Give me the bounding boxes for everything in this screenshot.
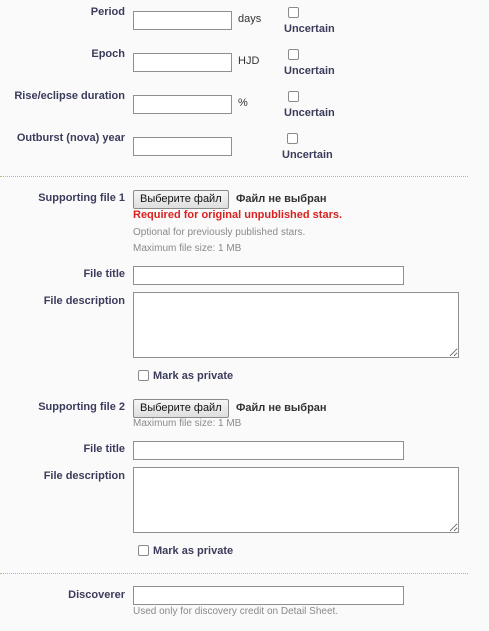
file-2-title-label: File title: [83, 443, 125, 455]
choose-file-1-button[interactable]: Выберите файл: [133, 190, 229, 209]
file-1-status: Файл не выбран: [236, 193, 327, 205]
file-2-title-input[interactable]: [133, 441, 404, 460]
file-2-private-checkbox[interactable]: [138, 545, 149, 556]
period-label: Period: [90, 6, 125, 18]
choose-file-2-button[interactable]: Выберите файл: [133, 399, 229, 418]
file-1-max-size: Maximum file size: 1 MB: [133, 243, 242, 254]
period-input[interactable]: [133, 11, 232, 30]
file-1-optional-note: Optional for previously published stars.: [133, 227, 306, 238]
discoverer-hint: Used only for discovery credit on Detail Sheet.: [133, 606, 339, 617]
file-2-status: Файл не выбран: [236, 402, 327, 414]
period-uncertain-checkbox[interactable]: [288, 7, 299, 18]
section-divider: [0, 176, 468, 177]
outburst-label: Outburst (nova) year: [16, 132, 125, 144]
epoch-label: Epoch: [91, 48, 125, 60]
duration-label: Rise/eclipse duration: [14, 90, 125, 102]
file-1-private-label: Mark as private: [153, 370, 234, 382]
epoch-unit: HJD: [238, 55, 260, 67]
file-1-title-label: File title: [83, 268, 125, 280]
discoverer-label: Discoverer: [68, 589, 125, 601]
file-2-private-label: Mark as private: [153, 545, 234, 557]
file-1-description-textarea[interactable]: [133, 292, 459, 358]
period-uncertain-label: Uncertain: [284, 23, 335, 35]
duration-input[interactable]: [133, 95, 232, 114]
outburst-uncertain-checkbox[interactable]: [287, 133, 298, 144]
file-1-required-note: Required for original unpublished stars.: [133, 209, 343, 221]
supporting-file-1-label: Supporting file 1: [38, 192, 125, 204]
file-2-description-label: File description: [43, 470, 125, 482]
supporting-file-2-label: Supporting file 2: [38, 401, 125, 413]
duration-unit: %: [238, 97, 248, 109]
file-1-title-input[interactable]: [133, 266, 404, 285]
file-1-description-label: File description: [43, 295, 125, 307]
duration-uncertain-checkbox[interactable]: [288, 91, 299, 102]
file-2-description-textarea[interactable]: [133, 467, 459, 533]
discoverer-input[interactable]: [133, 586, 404, 605]
epoch-input[interactable]: [133, 53, 232, 72]
epoch-uncertain-label: Uncertain: [284, 65, 335, 77]
outburst-input[interactable]: [133, 137, 232, 156]
period-unit: days: [238, 13, 262, 25]
file-1-private-checkbox[interactable]: [138, 370, 149, 381]
file-2-max-size: Maximum file size: 1 MB: [133, 418, 242, 429]
duration-uncertain-label: Uncertain: [284, 107, 335, 119]
section-divider: [0, 573, 468, 574]
outburst-uncertain-label: Uncertain: [282, 149, 333, 161]
epoch-uncertain-checkbox[interactable]: [288, 49, 299, 60]
